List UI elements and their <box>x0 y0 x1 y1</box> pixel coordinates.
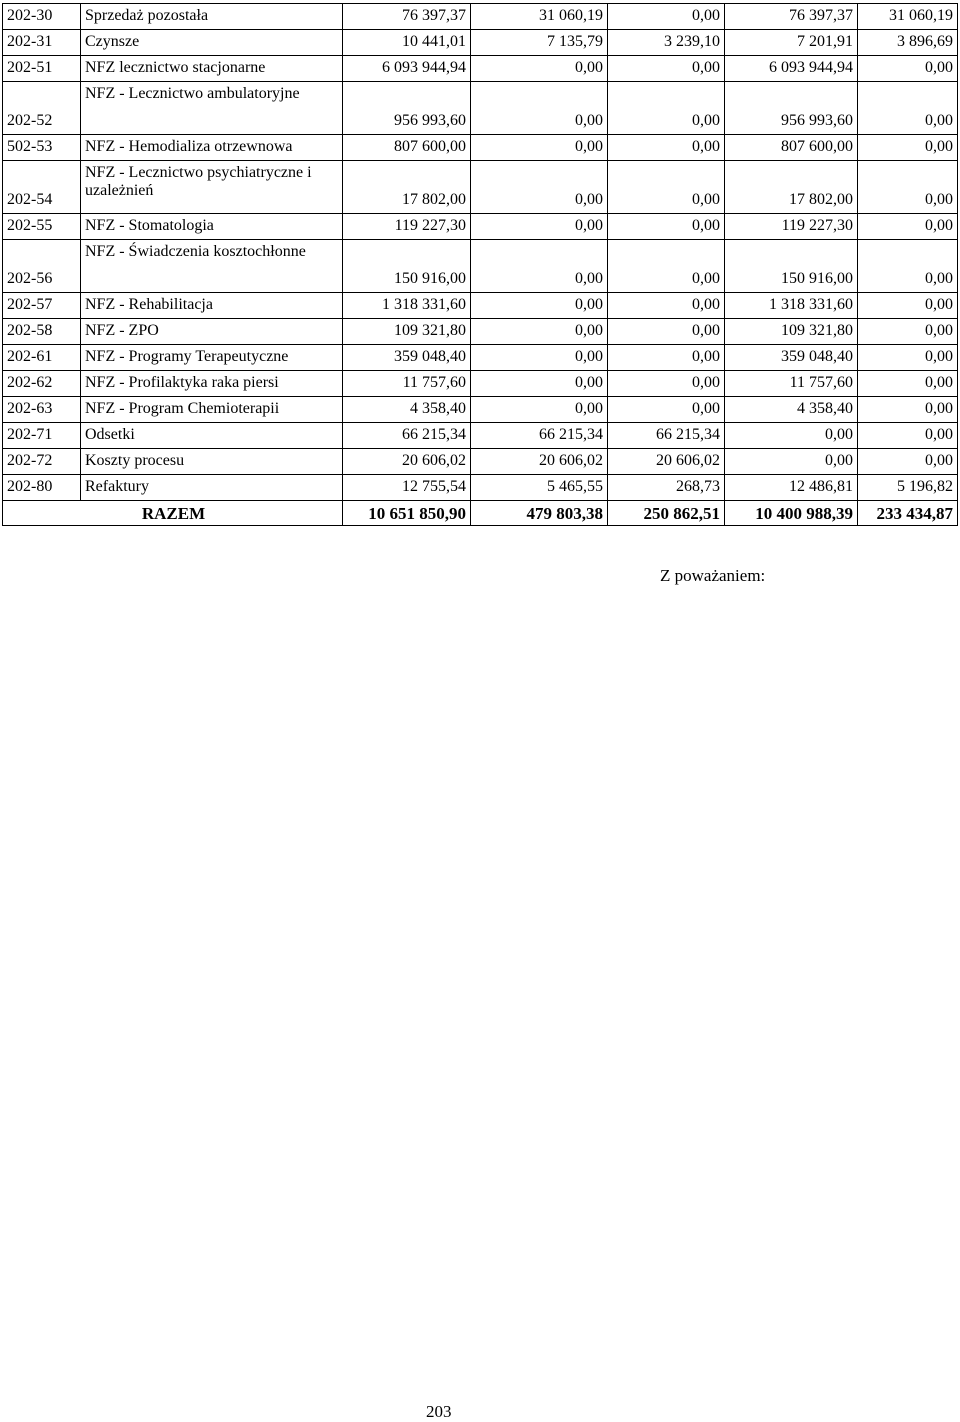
amount-cell: 268,73 <box>608 475 725 501</box>
table-row <box>3 56 958 82</box>
amount-cell: 0,00 <box>858 240 958 293</box>
account-code: 202-58 <box>3 319 81 345</box>
amount-cell: 0,00 <box>858 345 958 371</box>
table-row <box>3 214 958 240</box>
account-code: 202-55 <box>3 214 81 240</box>
amount-cell: 7 201,91 <box>725 30 858 56</box>
account-name: Sprzedaż pozostała <box>81 4 343 30</box>
amount-cell: 17 802,00 <box>725 161 858 214</box>
table-row <box>3 423 958 449</box>
amount-cell: 0,00 <box>471 161 608 214</box>
amount-cell: 11 757,60 <box>725 371 858 397</box>
account-name: NFZ - Hemodializa otrzewnowa <box>81 135 343 161</box>
amount-cell: 0,00 <box>858 397 958 423</box>
amount-cell: 0,00 <box>608 319 725 345</box>
total-row <box>3 501 958 526</box>
table-row <box>3 371 958 397</box>
amount-cell: 0,00 <box>608 135 725 161</box>
amount-cell: 7 135,79 <box>471 30 608 56</box>
account-name: NFZ - Profilaktyka raka piersi <box>81 371 343 397</box>
amount-cell: 119 227,30 <box>725 214 858 240</box>
amount-cell: 807 600,00 <box>725 135 858 161</box>
amount-cell: 20 606,02 <box>471 449 608 475</box>
amount-cell: 17 802,00 <box>343 161 471 214</box>
amount-cell: 956 993,60 <box>725 82 858 135</box>
account-name: NFZ - Rehabilitacja <box>81 293 343 319</box>
account-code: 202-30 <box>3 4 81 30</box>
amount-cell: 0,00 <box>858 56 958 82</box>
amount-cell: 0,00 <box>471 293 608 319</box>
amount-cell: 20 606,02 <box>608 449 725 475</box>
amount-cell: 359 048,40 <box>725 345 858 371</box>
account-name: NFZ - ZPO <box>81 319 343 345</box>
amount-cell: 3 239,10 <box>608 30 725 56</box>
amount-cell: 150 916,00 <box>343 240 471 293</box>
amount-cell: 0,00 <box>858 214 958 240</box>
amount-cell: 0,00 <box>858 82 958 135</box>
account-name: NFZ - Lecznictwo ambulatoryjne <box>81 82 343 135</box>
amount-cell: 0,00 <box>858 423 958 449</box>
account-name: Czynsze <box>81 30 343 56</box>
account-name: NFZ - Programy Terapeutyczne <box>81 345 343 371</box>
amount-cell: 0,00 <box>471 82 608 135</box>
amount-cell: 76 397,37 <box>725 4 858 30</box>
account-code: 202-56 <box>3 240 81 293</box>
amount-cell: 4 358,40 <box>725 397 858 423</box>
amount-cell: 76 397,37 <box>343 4 471 30</box>
amount-cell: 0,00 <box>471 345 608 371</box>
amount-cell: 0,00 <box>608 371 725 397</box>
amount-cell: 0,00 <box>608 240 725 293</box>
account-code: 202-71 <box>3 423 81 449</box>
amount-cell: 0,00 <box>471 397 608 423</box>
amount-cell: 0,00 <box>725 449 858 475</box>
account-code: 202-54 <box>3 161 81 214</box>
account-name: Odsetki <box>81 423 343 449</box>
amount-cell: 0,00 <box>608 56 725 82</box>
table-row <box>3 161 958 214</box>
amount-cell: 66 215,34 <box>343 423 471 449</box>
receivables-table <box>2 3 958 526</box>
amount-cell: 0,00 <box>858 371 958 397</box>
account-name: NFZ - Stomatologia <box>81 214 343 240</box>
account-code: 202-80 <box>3 475 81 501</box>
table-row <box>3 30 958 56</box>
amount-cell: 31 060,19 <box>858 4 958 30</box>
amount-cell: 0,00 <box>471 56 608 82</box>
table-row <box>3 475 958 501</box>
amount-cell: 0,00 <box>471 319 608 345</box>
amount-cell: 0,00 <box>608 345 725 371</box>
table-row <box>3 4 958 30</box>
total-label: RAZEM <box>3 501 343 526</box>
amount-cell: 807 600,00 <box>343 135 471 161</box>
amount-cell: 0,00 <box>858 449 958 475</box>
amount-cell: 0,00 <box>608 293 725 319</box>
amount-cell: 12 486,81 <box>725 475 858 501</box>
amount-cell: 66 215,34 <box>471 423 608 449</box>
table-row <box>3 397 958 423</box>
amount-cell: 66 215,34 <box>608 423 725 449</box>
table-row <box>3 135 958 161</box>
amount-cell: 6 093 944,94 <box>343 56 471 82</box>
amount-cell: 0,00 <box>858 135 958 161</box>
total-amount-cell: 250 862,51 <box>608 501 725 526</box>
account-name: Koszty procesu <box>81 449 343 475</box>
amount-cell: 3 896,69 <box>858 30 958 56</box>
total-amount-cell: 479 803,38 <box>471 501 608 526</box>
amount-cell: 150 916,00 <box>725 240 858 293</box>
amount-cell: 1 318 331,60 <box>343 293 471 319</box>
amount-cell: 0,00 <box>608 397 725 423</box>
account-code: 202-31 <box>3 30 81 56</box>
table-row <box>3 82 958 135</box>
amount-cell: 119 227,30 <box>343 214 471 240</box>
amount-cell: 0,00 <box>471 371 608 397</box>
amount-cell: 0,00 <box>471 214 608 240</box>
amount-cell: 0,00 <box>608 4 725 30</box>
total-amount-cell: 10 400 988,39 <box>725 501 858 526</box>
amount-cell: 0,00 <box>608 214 725 240</box>
table-row <box>3 319 958 345</box>
amount-cell: 0,00 <box>471 240 608 293</box>
table-row <box>3 293 958 319</box>
account-code: 202-63 <box>3 397 81 423</box>
account-code: 502-53 <box>3 135 81 161</box>
amount-cell: 359 048,40 <box>343 345 471 371</box>
amount-cell: 0,00 <box>858 293 958 319</box>
amount-cell: 0,00 <box>471 135 608 161</box>
account-name: NFZ - Program Chemioterapii <box>81 397 343 423</box>
amount-cell: 956 993,60 <box>343 82 471 135</box>
total-amount-cell: 10 651 850,90 <box>343 501 471 526</box>
account-code: 202-61 <box>3 345 81 371</box>
amount-cell: 0,00 <box>858 319 958 345</box>
amount-cell: 31 060,19 <box>471 4 608 30</box>
amount-cell: 109 321,80 <box>725 319 858 345</box>
amount-cell: 0,00 <box>608 161 725 214</box>
table-row <box>3 345 958 371</box>
account-code: 202-57 <box>3 293 81 319</box>
account-code: 202-51 <box>3 56 81 82</box>
amount-cell: 12 755,54 <box>343 475 471 501</box>
amount-cell: 0,00 <box>608 82 725 135</box>
amount-cell: 11 757,60 <box>343 371 471 397</box>
page-number: 203 <box>426 1402 452 1421</box>
total-amount-cell: 233 434,87 <box>858 501 958 526</box>
account-name: NFZ lecznictwo stacjonarne <box>81 56 343 82</box>
amount-cell: 20 606,02 <box>343 449 471 475</box>
receivables-table-container <box>2 3 958 526</box>
table-row <box>3 449 958 475</box>
account-name: NFZ - Lecznictwo psychiatryczne i uzależnień <box>81 161 343 214</box>
amount-cell: 10 441,01 <box>343 30 471 56</box>
amount-cell: 5 465,55 <box>471 475 608 501</box>
account-code: 202-72 <box>3 449 81 475</box>
account-name: NFZ - Świadczenia kosztochłonne <box>81 240 343 293</box>
account-name: Refaktury <box>81 475 343 501</box>
account-code: 202-62 <box>3 371 81 397</box>
amount-cell: 4 358,40 <box>343 397 471 423</box>
closing-salutation: Z poważaniem: <box>660 566 766 585</box>
amount-cell: 0,00 <box>858 161 958 214</box>
table-row <box>3 240 958 293</box>
amount-cell: 109 321,80 <box>343 319 471 345</box>
amount-cell: 0,00 <box>725 423 858 449</box>
amount-cell: 6 093 944,94 <box>725 56 858 82</box>
account-code: 202-52 <box>3 82 81 135</box>
amount-cell: 1 318 331,60 <box>725 293 858 319</box>
amount-cell: 5 196,82 <box>858 475 958 501</box>
